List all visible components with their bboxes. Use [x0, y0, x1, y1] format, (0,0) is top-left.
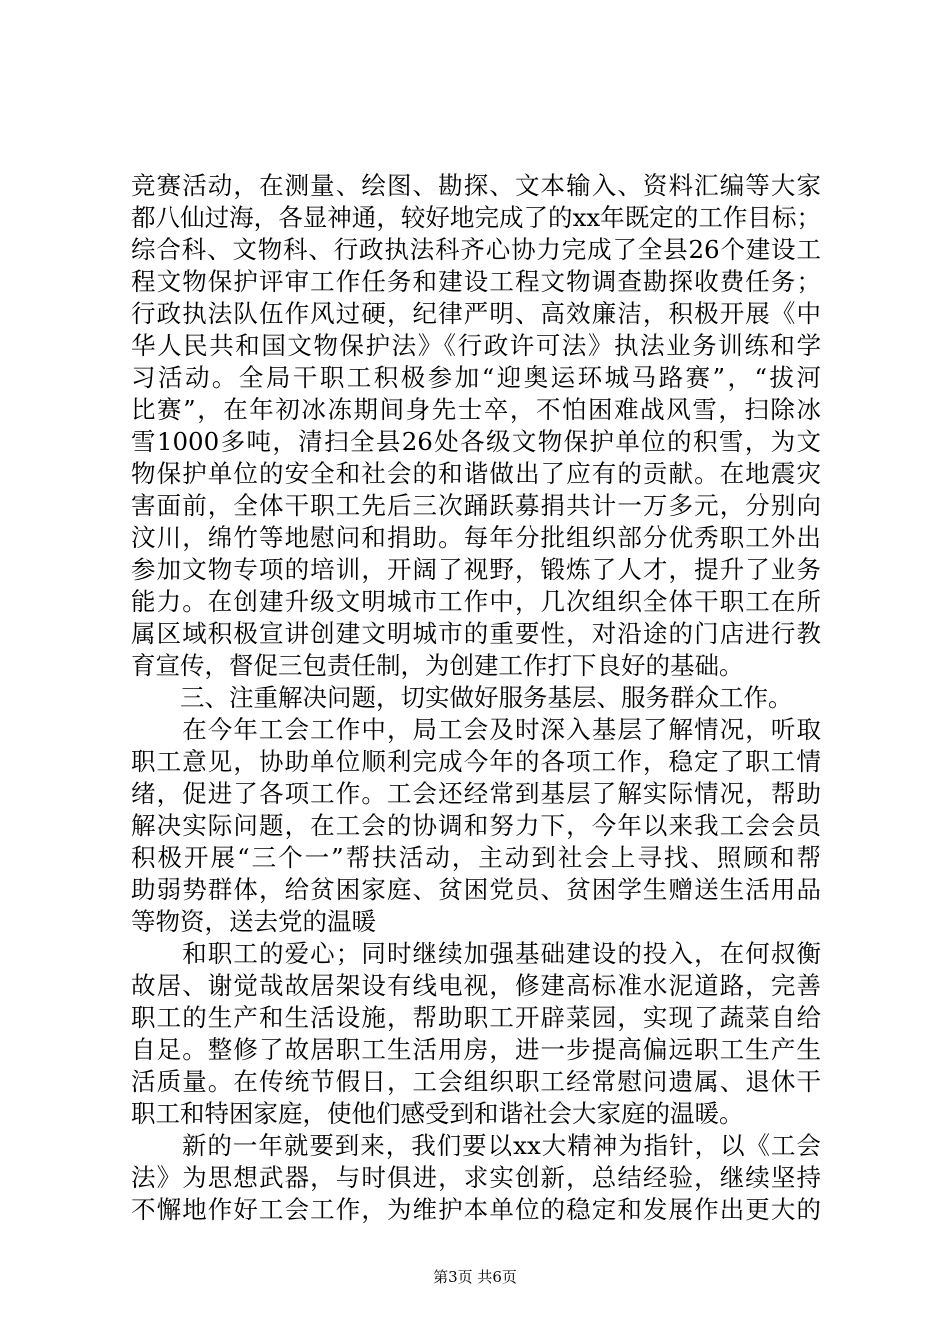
text-line: 助弱势群体，给贫困家庭、贫困党员、贫困学生赠送生活用品	[131, 875, 821, 904]
text-line: 和职工的爱心；同时继续加强基础建设的投入，在何叔衡	[131, 939, 821, 968]
text-line: 活质量。在传统节假日，工会组织职工经常慰问遗属、退休干	[131, 1067, 821, 1096]
text-line: 都八仙过海，各显神通，较好地完成了的xx年既定的工作目标；	[131, 203, 821, 232]
text-line: 职工的生产和生活设施，帮助职工开辟菜园，实现了蔬菜自给	[131, 1003, 821, 1032]
text-line: 竞赛活动，在测量、绘图、勘探、文本输入、资料汇编等大家	[131, 171, 821, 200]
text-line: 职工和特困家庭，使他们感受到和谐社会大家庭的温暖。	[131, 1099, 744, 1128]
text-line: 习活动。全局干职工积极参加“迎奥运环城马路赛”，“拔河	[131, 363, 821, 392]
text-line: 汶川，绵竹等地慰问和捐助。每年分批组织部分优秀职工外出	[131, 523, 821, 552]
text-line: 新的一年就要到来，我们要以xx大精神为指针，以《工会	[131, 1131, 821, 1160]
text-line: 物保护单位的安全和社会的和谐做出了应有的贡献。在地震灾	[131, 459, 821, 488]
text-line: 属区域积极宣讲创建文明城市的重要性，对沿途的门店进行教	[131, 619, 821, 648]
page-footer: 第3页 共6页	[433, 1268, 517, 1286]
text-line: 三、注重解决问题，切实做好服务基层、服务群众工作。	[131, 683, 793, 712]
text-line: 解决实际问题，在工会的协调和努力下，今年以来我工会会员	[131, 811, 821, 840]
document-body	[131, 170, 821, 1226]
text-line: 故居、谢觉哉故居架设有线电视，修建高标准水泥道路，完善	[131, 971, 821, 1000]
text-line: 雪1000多吨，清扫全县26处各级文物保护单位的积雪，为文	[131, 427, 821, 456]
text-line: 不懈地作好工会工作，为维护本单位的稳定和发展作出更大的	[131, 1195, 821, 1224]
text-line: 积极开展“三个一”帮扶活动，主动到社会上寻找、照顾和帮	[131, 843, 821, 872]
text-line: 自足。整修了故居职工生活用房，进一步提高偏远职工生产生	[131, 1035, 821, 1064]
text-line: 华人民共和国文物保护法》《行政许可法》执法业务训练和学	[131, 331, 821, 360]
text-line: 育宣传，督促三包责任制，为创建工作打下良好的基础。	[131, 651, 744, 680]
text-line: 综合科、文物科、行政执法科齐心协力完成了全县26个建设工	[131, 235, 821, 264]
text-line: 比赛”，在年初冰冻期间身先士卒，不怕困难战风雪，扫除冰	[131, 395, 821, 424]
text-line: 在今年工会工作中，局工会及时深入基层了解情况，听取	[131, 715, 821, 744]
text-line: 行政执法队伍作风过硬，纪律严明、高效廉洁，积极开展《中	[131, 299, 821, 328]
text-line: 能力。在创建升级文明城市工作中，几次组织全体干职工在所	[131, 587, 821, 616]
text-line: 害面前，全体干职工先后三次踊跃募捐共计一万多元，分别向	[131, 491, 821, 520]
text-line: 参加文物专项的培训，开阔了视野，锻炼了人才，提升了业务	[131, 555, 821, 584]
text-line: 程文物保护评审工作任务和建设工程文物调查勘探收费任务；	[131, 267, 821, 296]
text-line: 法》为思想武器，与时俱进，求实创新，总结经验，继续坚持	[131, 1163, 821, 1192]
text-line: 绪，促进了各项工作。工会还经常到基层了解实际情况，帮助	[131, 779, 821, 808]
text-line: 等物资，送去党的温暖	[131, 907, 376, 936]
text-line: 职工意见，协助单位顺利完成今年的各项工作，稳定了职工情	[131, 747, 821, 776]
